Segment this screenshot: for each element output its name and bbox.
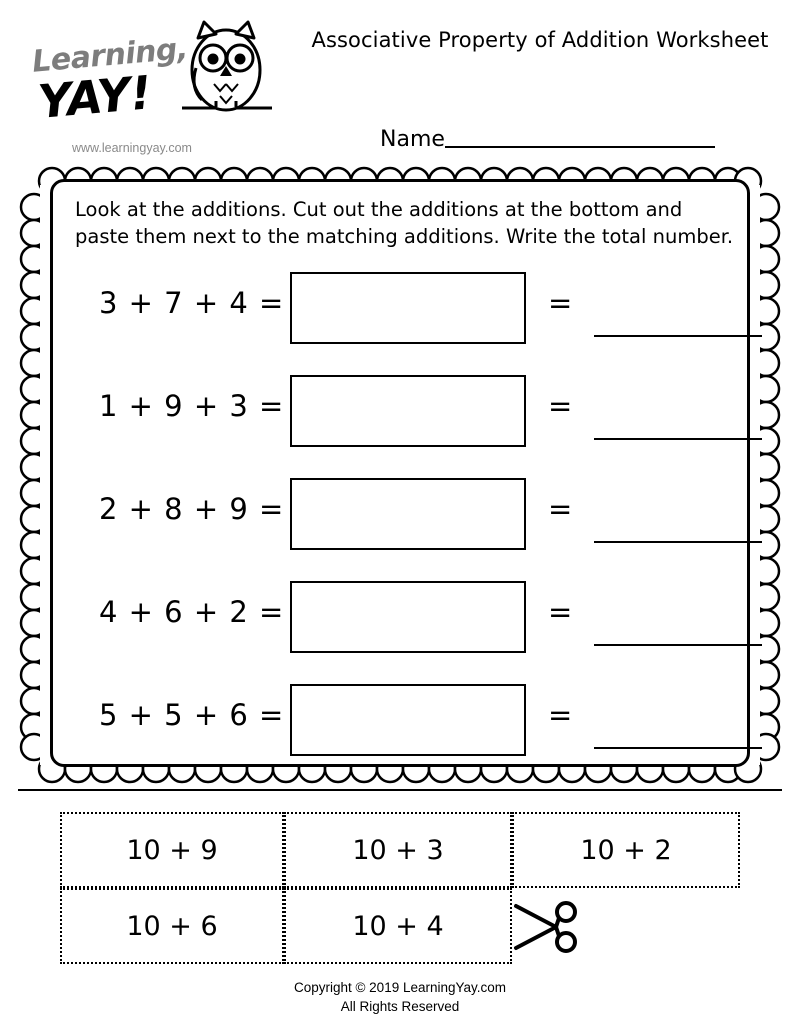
instructions-text: Look at the additions. Cut out the additions at the bottom and paste them next to the matching additions. Write the total number. [75, 198, 734, 248]
problem-answer-line[interactable] [594, 438, 762, 440]
problem-row [53, 258, 753, 361]
page-title: Associative Property of Addition Worksheet [311, 28, 769, 52]
problem-equals-sign: = [548, 389, 573, 423]
site-logo [24, 8, 274, 158]
problem-answer-line[interactable] [594, 747, 762, 749]
logo-text-learning: Learning, [30, 31, 190, 80]
cutout-card[interactable]: 10 + 3 [284, 812, 512, 888]
cutout-section [60, 812, 750, 967]
problem-row [53, 670, 753, 773]
problem-paste-box[interactable] [290, 272, 526, 344]
problem-equals-sign: = [548, 286, 573, 320]
problem-row [53, 464, 753, 567]
page-header [0, 0, 800, 165]
problem-equals-sign: = [548, 492, 573, 526]
cutout-card[interactable]: 10 + 9 [60, 812, 284, 888]
problem-expression: 2 + 8 + 9 = [99, 492, 285, 526]
problem-equals-sign: = [548, 595, 573, 629]
problem-paste-box[interactable] [290, 684, 526, 756]
problem-list [53, 258, 753, 773]
section-divider [18, 789, 782, 791]
problem-expression: 4 + 6 + 2 = [99, 595, 285, 629]
cutout-card[interactable]: 10 + 4 [284, 888, 512, 964]
worksheet-panel [18, 165, 782, 785]
problem-paste-box[interactable] [290, 478, 526, 550]
problem-paste-box[interactable] [290, 581, 526, 653]
logo-text-yay: YAY! [35, 65, 154, 129]
problem-answer-line[interactable] [594, 541, 762, 543]
page-footer [0, 978, 800, 1016]
worksheet-inner-box [50, 179, 750, 767]
problem-row [53, 567, 753, 670]
owl-mascot-icon [174, 12, 279, 122]
problem-expression: 1 + 9 + 3 = [99, 389, 285, 423]
problem-row [53, 361, 753, 464]
rights-line: All Rights Reserved [340, 999, 460, 1014]
problem-expression: 5 + 5 + 6 = [99, 698, 285, 732]
name-input-line[interactable] [445, 126, 715, 148]
name-label: Name [380, 127, 445, 152]
cutout-card[interactable]: 10 + 6 [60, 888, 284, 964]
logo-url: www.learningyay.com [72, 141, 192, 155]
problem-paste-box[interactable] [290, 375, 526, 447]
scissors-icon [512, 898, 582, 956]
problem-equals-sign: = [548, 698, 573, 732]
problem-expression: 3 + 7 + 4 = [99, 286, 285, 320]
name-field-row [380, 126, 715, 152]
problem-answer-line[interactable] [594, 644, 762, 646]
problem-answer-line[interactable] [594, 335, 762, 337]
copyright-line: Copyright © 2019 LearningYay.com [293, 980, 507, 995]
cutout-card[interactable]: 10 + 2 [512, 812, 740, 888]
